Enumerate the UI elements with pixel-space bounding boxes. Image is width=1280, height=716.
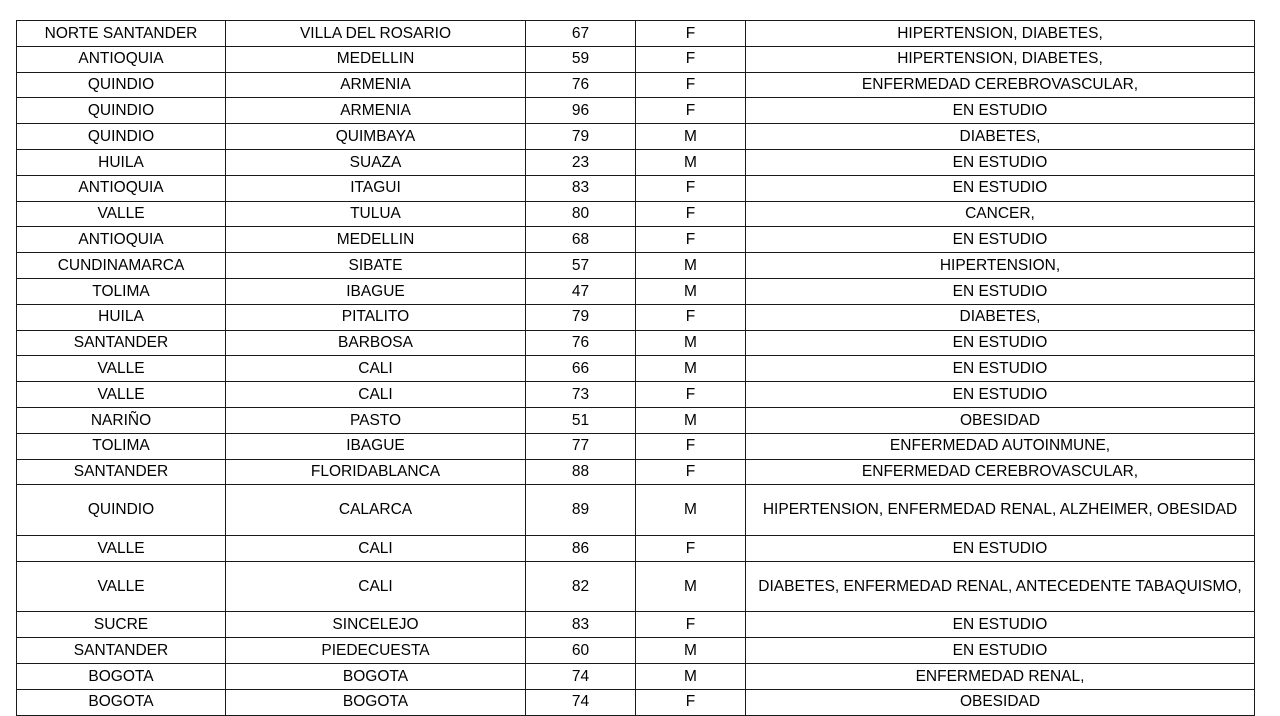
table-row xyxy=(17,459,1255,485)
age-cell: 74 xyxy=(526,689,636,715)
municipality-cell: CALARCA xyxy=(226,485,526,536)
conditions-cell: HIPERTENSION, xyxy=(746,253,1255,279)
sex-cell: F xyxy=(636,433,746,459)
sex-cell: M xyxy=(636,485,746,536)
department-cell: NARIÑO xyxy=(17,407,226,433)
table-row xyxy=(17,356,1255,382)
municipality-cell: CALI xyxy=(226,561,526,612)
department-cell: NORTE SANTANDER xyxy=(17,21,226,47)
sex-cell: M xyxy=(636,330,746,356)
sex-cell: F xyxy=(636,201,746,227)
age-cell: 76 xyxy=(526,330,636,356)
department-cell: SANTANDER xyxy=(17,638,226,664)
age-cell: 83 xyxy=(526,175,636,201)
municipality-cell: PITALITO xyxy=(226,304,526,330)
conditions-cell: HIPERTENSION, ENFERMEDAD RENAL, ALZHEIMER, OBESIDAD xyxy=(746,485,1255,536)
municipality-cell: MEDELLIN xyxy=(226,46,526,72)
conditions-cell: HIPERTENSION, DIABETES, xyxy=(746,46,1255,72)
sex-cell: F xyxy=(636,382,746,408)
municipality-cell: CALI xyxy=(226,356,526,382)
table-row xyxy=(17,175,1255,201)
department-cell: SANTANDER xyxy=(17,459,226,485)
municipality-cell: BARBOSA xyxy=(226,330,526,356)
conditions-cell: EN ESTUDIO xyxy=(746,612,1255,638)
conditions-cell: HIPERTENSION, DIABETES, xyxy=(746,21,1255,47)
table-row xyxy=(17,304,1255,330)
sex-cell: M xyxy=(636,638,746,664)
age-cell: 79 xyxy=(526,124,636,150)
department-cell: HUILA xyxy=(17,149,226,175)
department-cell: SANTANDER xyxy=(17,330,226,356)
sex-cell: F xyxy=(636,459,746,485)
municipality-cell: VILLA DEL ROSARIO xyxy=(226,21,526,47)
municipality-cell: ARMENIA xyxy=(226,98,526,124)
department-cell: VALLE xyxy=(17,561,226,612)
municipality-cell: QUIMBAYA xyxy=(226,124,526,150)
age-cell: 96 xyxy=(526,98,636,124)
sex-cell: F xyxy=(636,21,746,47)
sex-cell: F xyxy=(636,46,746,72)
department-cell: HUILA xyxy=(17,304,226,330)
conditions-cell: EN ESTUDIO xyxy=(746,98,1255,124)
sex-cell: M xyxy=(636,149,746,175)
municipality-cell: ARMENIA xyxy=(226,72,526,98)
department-cell: CUNDINAMARCA xyxy=(17,253,226,279)
age-cell: 68 xyxy=(526,227,636,253)
table-row xyxy=(17,485,1255,536)
table-row xyxy=(17,433,1255,459)
conditions-cell: EN ESTUDIO xyxy=(746,278,1255,304)
age-cell: 80 xyxy=(526,201,636,227)
conditions-cell: CANCER, xyxy=(746,201,1255,227)
department-cell: VALLE xyxy=(17,382,226,408)
age-cell: 23 xyxy=(526,149,636,175)
department-cell: TOLIMA xyxy=(17,278,226,304)
department-cell: VALLE xyxy=(17,535,226,561)
age-cell: 79 xyxy=(526,304,636,330)
age-cell: 47 xyxy=(526,278,636,304)
age-cell: 86 xyxy=(526,535,636,561)
sex-cell: F xyxy=(636,72,746,98)
municipality-cell: BOGOTA xyxy=(226,689,526,715)
municipality-cell: PIEDECUESTA xyxy=(226,638,526,664)
age-cell: 57 xyxy=(526,253,636,279)
sex-cell: F xyxy=(636,304,746,330)
conditions-cell: EN ESTUDIO xyxy=(746,175,1255,201)
department-cell: QUINDIO xyxy=(17,98,226,124)
conditions-cell: ENFERMEDAD AUTOINMUNE, xyxy=(746,433,1255,459)
municipality-cell: SIBATE xyxy=(226,253,526,279)
age-cell: 67 xyxy=(526,21,636,47)
cases-table-body xyxy=(17,21,1255,716)
department-cell: ANTIOQUIA xyxy=(17,175,226,201)
conditions-cell: OBESIDAD xyxy=(746,689,1255,715)
municipality-cell: MEDELLIN xyxy=(226,227,526,253)
conditions-cell: EN ESTUDIO xyxy=(746,356,1255,382)
municipality-cell: CALI xyxy=(226,535,526,561)
cases-table xyxy=(16,20,1255,716)
municipality-cell: BOGOTA xyxy=(226,663,526,689)
municipality-cell: IBAGUE xyxy=(226,278,526,304)
age-cell: 77 xyxy=(526,433,636,459)
municipality-cell: PASTO xyxy=(226,407,526,433)
department-cell: QUINDIO xyxy=(17,485,226,536)
municipality-cell: SUAZA xyxy=(226,149,526,175)
sex-cell: F xyxy=(636,612,746,638)
sex-cell: M xyxy=(636,278,746,304)
conditions-cell: ENFERMEDAD CEREBROVASCULAR, xyxy=(746,72,1255,98)
age-cell: 82 xyxy=(526,561,636,612)
table-row xyxy=(17,72,1255,98)
conditions-cell: ENFERMEDAD CEREBROVASCULAR, xyxy=(746,459,1255,485)
conditions-cell: OBESIDAD xyxy=(746,407,1255,433)
conditions-cell: ENFERMEDAD RENAL, xyxy=(746,663,1255,689)
department-cell: BOGOTA xyxy=(17,663,226,689)
age-cell: 88 xyxy=(526,459,636,485)
age-cell: 74 xyxy=(526,663,636,689)
age-cell: 76 xyxy=(526,72,636,98)
sex-cell: M xyxy=(636,663,746,689)
conditions-cell: EN ESTUDIO xyxy=(746,149,1255,175)
sex-cell: F xyxy=(636,689,746,715)
document-page xyxy=(16,20,1255,716)
conditions-cell: EN ESTUDIO xyxy=(746,535,1255,561)
age-cell: 59 xyxy=(526,46,636,72)
municipality-cell: ITAGUI xyxy=(226,175,526,201)
conditions-cell: EN ESTUDIO xyxy=(746,330,1255,356)
municipality-cell: TULUA xyxy=(226,201,526,227)
conditions-cell: DIABETES, xyxy=(746,124,1255,150)
department-cell: VALLE xyxy=(17,201,226,227)
municipality-cell: FLORIDABLANCA xyxy=(226,459,526,485)
municipality-cell: IBAGUE xyxy=(226,433,526,459)
municipality-cell: SINCELEJO xyxy=(226,612,526,638)
table-row xyxy=(17,124,1255,150)
table-row xyxy=(17,46,1255,72)
age-cell: 83 xyxy=(526,612,636,638)
table-row xyxy=(17,330,1255,356)
sex-cell: M xyxy=(636,561,746,612)
table-row xyxy=(17,149,1255,175)
table-row xyxy=(17,278,1255,304)
table-row xyxy=(17,689,1255,715)
table-row xyxy=(17,638,1255,664)
age-cell: 66 xyxy=(526,356,636,382)
sex-cell: M xyxy=(636,356,746,382)
department-cell: TOLIMA xyxy=(17,433,226,459)
table-row xyxy=(17,21,1255,47)
sex-cell: F xyxy=(636,227,746,253)
table-row xyxy=(17,407,1255,433)
conditions-cell: EN ESTUDIO xyxy=(746,382,1255,408)
department-cell: QUINDIO xyxy=(17,124,226,150)
conditions-cell: DIABETES, ENFERMEDAD RENAL, ANTECEDENTE TABAQUISMO, xyxy=(746,561,1255,612)
department-cell: QUINDIO xyxy=(17,72,226,98)
department-cell: SUCRE xyxy=(17,612,226,638)
age-cell: 73 xyxy=(526,382,636,408)
table-row xyxy=(17,382,1255,408)
table-row xyxy=(17,663,1255,689)
age-cell: 51 xyxy=(526,407,636,433)
sex-cell: M xyxy=(636,124,746,150)
sex-cell: F xyxy=(636,535,746,561)
department-cell: ANTIOQUIA xyxy=(17,227,226,253)
table-row xyxy=(17,98,1255,124)
sex-cell: M xyxy=(636,407,746,433)
department-cell: VALLE xyxy=(17,356,226,382)
municipality-cell: CALI xyxy=(226,382,526,408)
table-row xyxy=(17,561,1255,612)
age-cell: 89 xyxy=(526,485,636,536)
conditions-cell: EN ESTUDIO xyxy=(746,638,1255,664)
table-row xyxy=(17,201,1255,227)
age-cell: 60 xyxy=(526,638,636,664)
conditions-cell: DIABETES, xyxy=(746,304,1255,330)
table-row xyxy=(17,535,1255,561)
sex-cell: F xyxy=(636,98,746,124)
department-cell: ANTIOQUIA xyxy=(17,46,226,72)
sex-cell: F xyxy=(636,175,746,201)
table-row xyxy=(17,227,1255,253)
table-row xyxy=(17,612,1255,638)
table-row xyxy=(17,253,1255,279)
sex-cell: M xyxy=(636,253,746,279)
department-cell: BOGOTA xyxy=(17,689,226,715)
conditions-cell: EN ESTUDIO xyxy=(746,227,1255,253)
